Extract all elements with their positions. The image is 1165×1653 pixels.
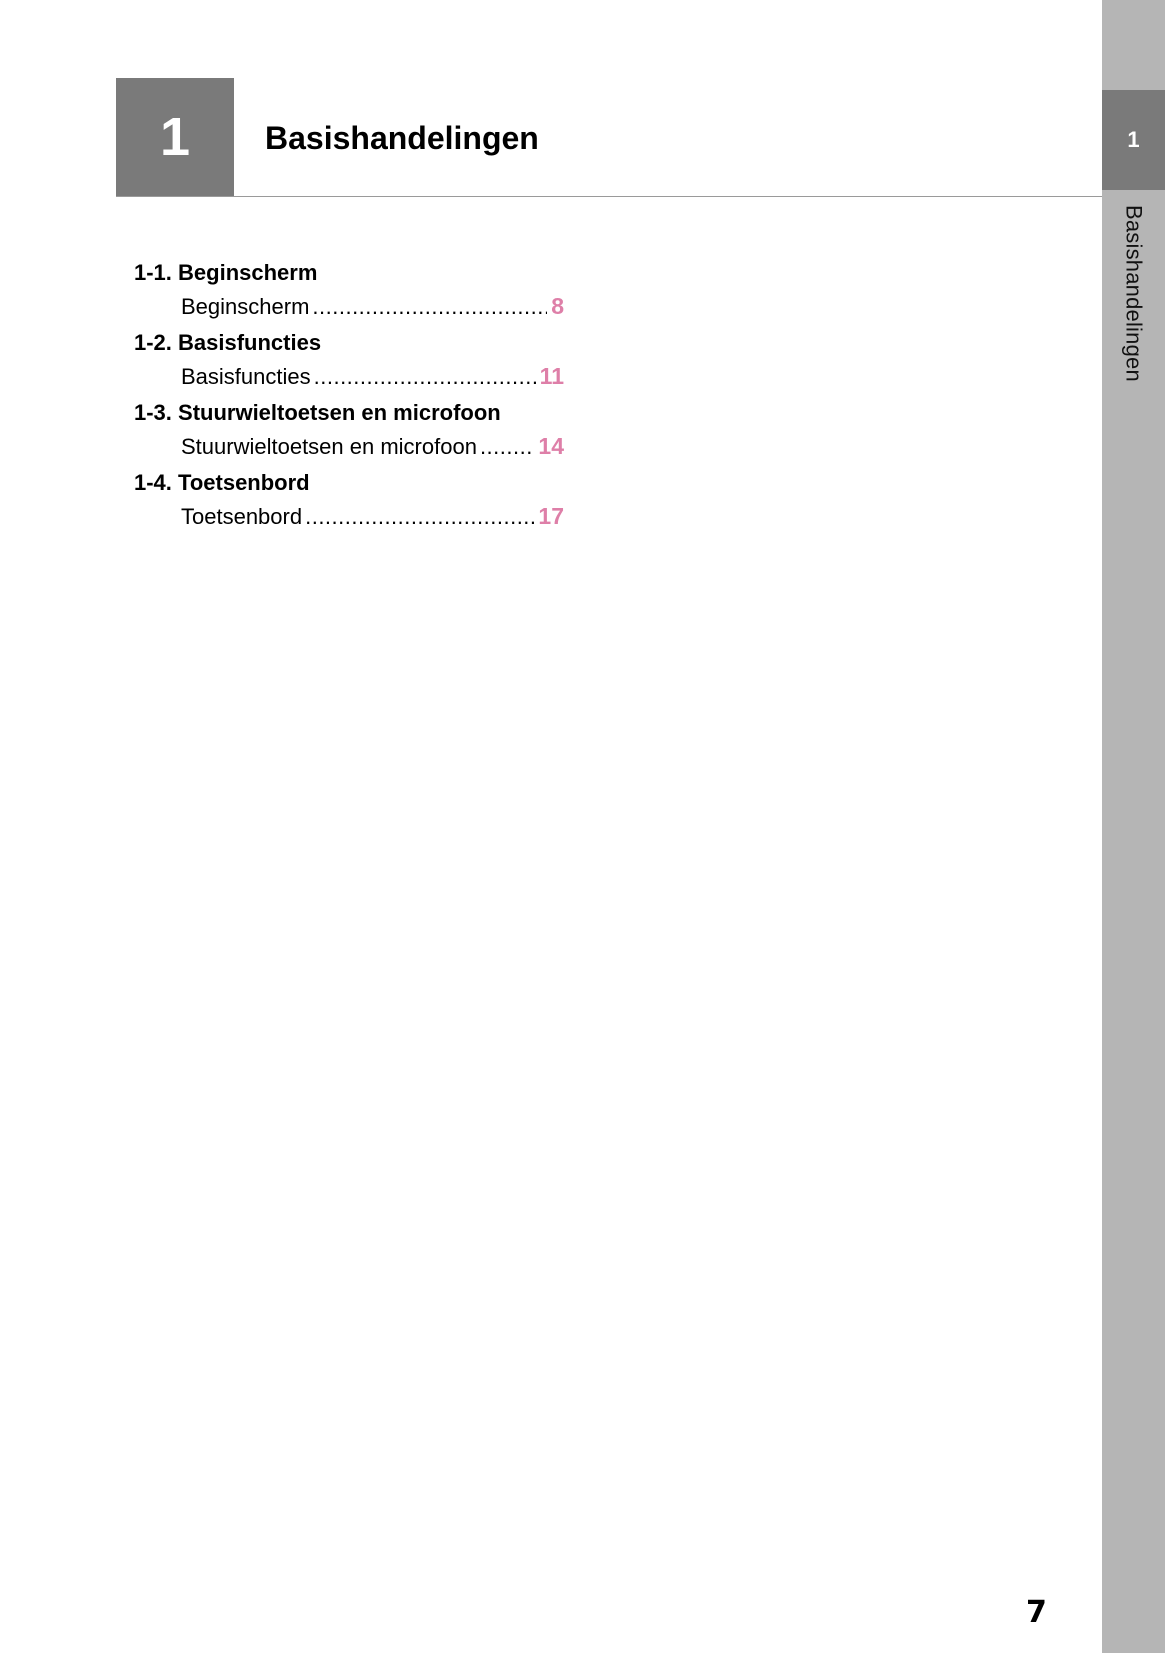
toc-page-ref[interactable]: 14 (538, 433, 564, 459)
toc-section (134, 328, 564, 396)
toc-dot-leader (312, 289, 547, 325)
toc-entry-link[interactable] (181, 498, 564, 536)
toc-entry-title: Beginscherm (181, 294, 310, 319)
table-of-contents (134, 258, 564, 538)
toc-section-heading: 1-3. Stuurwieltoetsen en microfoon (134, 400, 501, 425)
toc-entry-link[interactable] (181, 288, 564, 326)
toc-section-heading: 1-1. Beginscherm (134, 260, 318, 285)
side-tab-number: 1 (1102, 90, 1165, 190)
toc-page-ref[interactable]: 17 (538, 503, 564, 529)
toc-section (134, 468, 564, 536)
toc-entry-link[interactable] (181, 428, 564, 466)
toc-page-ref[interactable]: 11 (539, 363, 564, 389)
toc-entry-title: Toetsenbord (181, 504, 303, 529)
header-rule (116, 196, 1102, 197)
toc-entry-title: Basisfuncties (181, 364, 311, 389)
toc-dot-leader (305, 499, 534, 535)
toc-page-ref[interactable]: 8 (551, 293, 564, 319)
side-tab-title-container (1102, 205, 1165, 405)
toc-section (134, 258, 564, 326)
toc-section-heading: 1-4. Toetsenbord (134, 470, 310, 495)
toc-section (134, 398, 564, 466)
toc-entry-title: Stuurwieltoetsen en microfoon (181, 434, 477, 459)
side-tab-title: Basishandelingen (1121, 205, 1147, 382)
chapter-title: Basishandelingen (265, 120, 539, 156)
toc-dot-leader (314, 359, 536, 395)
toc-section-heading: 1-2. Basisfuncties (134, 330, 322, 355)
toc-dot-leader (480, 429, 534, 465)
chapter-number-box: 1 (116, 78, 234, 196)
page-number: 7 (1026, 1595, 1047, 1630)
toc-entry-link[interactable] (181, 358, 564, 396)
